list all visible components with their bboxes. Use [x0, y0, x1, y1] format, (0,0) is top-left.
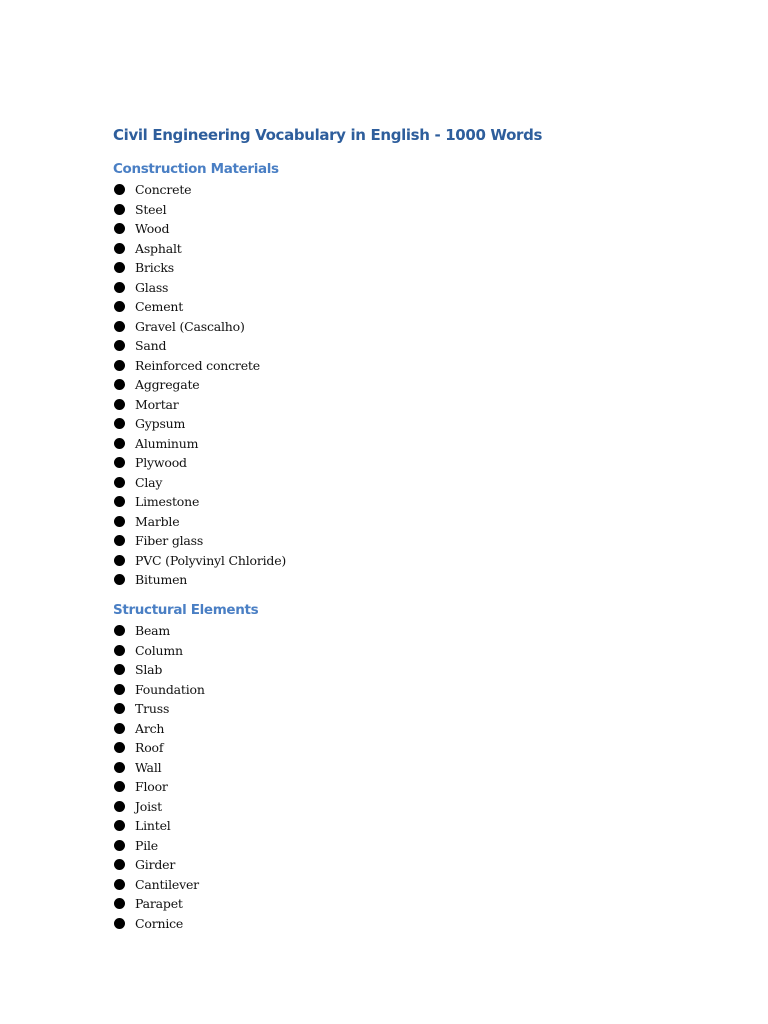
list-item-label: Limestone	[135, 494, 200, 510]
bullet-dot-icon	[114, 574, 125, 585]
section-construction-materials	[113, 158, 286, 590]
bullet-dot-icon	[114, 438, 125, 449]
list-item	[113, 570, 286, 590]
list-item	[113, 239, 286, 259]
list-item	[113, 738, 258, 758]
bullet-dot-icon	[114, 516, 125, 527]
bullet-dot-icon	[114, 879, 125, 890]
bullet-dot-icon	[114, 184, 125, 195]
bullet-dot-icon	[114, 379, 125, 390]
list-item	[113, 473, 286, 493]
list-item-label: Reinforced concrete	[135, 357, 260, 373]
list-item	[113, 278, 286, 298]
bullet-dot-icon	[114, 781, 125, 792]
list-item-label: Plywood	[135, 455, 187, 471]
list-item	[113, 356, 286, 376]
list-item-label: Glass	[135, 279, 169, 295]
list-item-label: Bricks	[135, 260, 174, 276]
bullet-dot-icon	[114, 684, 125, 695]
list-item	[113, 492, 286, 512]
list-item	[113, 200, 286, 220]
bullet-dot-icon	[114, 223, 125, 234]
document-title: Civil Engineering Vocabulary in English - 1000 Words	[113, 126, 543, 144]
list-item	[113, 375, 286, 395]
list-item	[113, 434, 286, 454]
list-item	[113, 219, 286, 239]
list-item	[113, 336, 286, 356]
list-item	[113, 660, 258, 680]
list-item-label: Concrete	[135, 182, 192, 198]
list-item-label: Clay	[135, 474, 163, 490]
bullet-dot-icon	[114, 762, 125, 773]
bullet-dot-icon	[114, 703, 125, 714]
list-item-label: Pile	[135, 837, 159, 853]
list-item	[113, 777, 258, 797]
list-item-label: Column	[135, 642, 183, 658]
list-item-label: Parapet	[135, 896, 183, 912]
list-item-label: Cement	[135, 299, 184, 315]
list-item	[113, 758, 258, 778]
list-item-label: Wall	[135, 759, 162, 775]
list-item-label: Aluminum	[135, 435, 199, 451]
list-item	[113, 836, 258, 856]
list-item-label: Slab	[135, 662, 163, 678]
bullet-dot-icon	[114, 645, 125, 656]
list-item	[113, 297, 286, 317]
list-item	[113, 395, 286, 415]
list-item	[113, 414, 286, 434]
list-item-label: Gravel (Cascalho)	[135, 318, 245, 334]
list-item-label: Floor	[135, 779, 168, 795]
bullet-dot-icon	[114, 301, 125, 312]
vocabulary-list	[113, 621, 258, 933]
bullet-dot-icon	[114, 282, 125, 293]
bullet-dot-icon	[114, 360, 125, 371]
list-item-label: Cornice	[135, 915, 184, 931]
list-item	[113, 875, 258, 895]
bullet-dot-icon	[114, 243, 125, 254]
bullet-dot-icon	[114, 457, 125, 468]
bullet-dot-icon	[114, 555, 125, 566]
list-item-label: Arch	[135, 720, 165, 736]
list-item	[113, 551, 286, 571]
list-item	[113, 797, 258, 817]
list-item	[113, 699, 258, 719]
list-item	[113, 680, 258, 700]
bullet-dot-icon	[114, 262, 125, 273]
list-item-label: Roof	[135, 740, 164, 756]
list-item	[113, 816, 258, 836]
bullet-dot-icon	[114, 340, 125, 351]
list-item-label: Mortar	[135, 396, 179, 412]
bullet-dot-icon	[114, 418, 125, 429]
list-item	[113, 641, 258, 661]
list-item-label: Marble	[135, 513, 180, 529]
bullet-dot-icon	[114, 535, 125, 546]
bullet-dot-icon	[114, 918, 125, 929]
list-item	[113, 914, 258, 934]
list-item-label: Lintel	[135, 818, 171, 834]
vocabulary-list	[113, 180, 286, 590]
list-item-label: Cantilever	[135, 876, 199, 892]
list-item-label: Beam	[135, 623, 171, 639]
section-heading: Construction Materials	[113, 161, 279, 177]
list-item	[113, 894, 258, 914]
bullet-dot-icon	[114, 859, 125, 870]
bullet-dot-icon	[114, 840, 125, 851]
bullet-dot-icon	[114, 399, 125, 410]
bullet-dot-icon	[114, 625, 125, 636]
bullet-dot-icon	[114, 204, 125, 215]
list-item-label: Wood	[135, 221, 170, 237]
list-item	[113, 719, 258, 739]
list-item-label: Steel	[135, 201, 167, 217]
list-item	[113, 180, 286, 200]
bullet-dot-icon	[114, 723, 125, 734]
bullet-dot-icon	[114, 898, 125, 909]
list-item	[113, 531, 286, 551]
section-structural-elements	[113, 599, 258, 933]
bullet-dot-icon	[114, 664, 125, 675]
bullet-dot-icon	[114, 742, 125, 753]
list-item	[113, 258, 286, 278]
list-item-label: Foundation	[135, 681, 205, 697]
list-item	[113, 317, 286, 337]
list-item	[113, 621, 258, 641]
list-item-label: Bitumen	[135, 572, 188, 588]
bullet-dot-icon	[114, 801, 125, 812]
list-item	[113, 855, 258, 875]
list-item-label: Fiber glass	[135, 533, 204, 549]
list-item-label: Girder	[135, 857, 176, 873]
list-item-label: Truss	[135, 701, 170, 717]
bullet-dot-icon	[114, 496, 125, 507]
list-item	[113, 453, 286, 473]
bullet-dot-icon	[114, 820, 125, 831]
list-item-label: Asphalt	[135, 240, 182, 256]
section-heading: Structural Elements	[113, 602, 259, 618]
list-item	[113, 512, 286, 532]
list-item-label: Aggregate	[135, 377, 200, 393]
bullet-dot-icon	[114, 321, 125, 332]
list-item-label: Gypsum	[135, 416, 186, 432]
list-item-label: PVC (Polyvinyl Chloride)	[135, 552, 287, 568]
list-item-label: Joist	[135, 798, 162, 814]
bullet-dot-icon	[114, 477, 125, 488]
list-item-label: Sand	[135, 338, 167, 354]
